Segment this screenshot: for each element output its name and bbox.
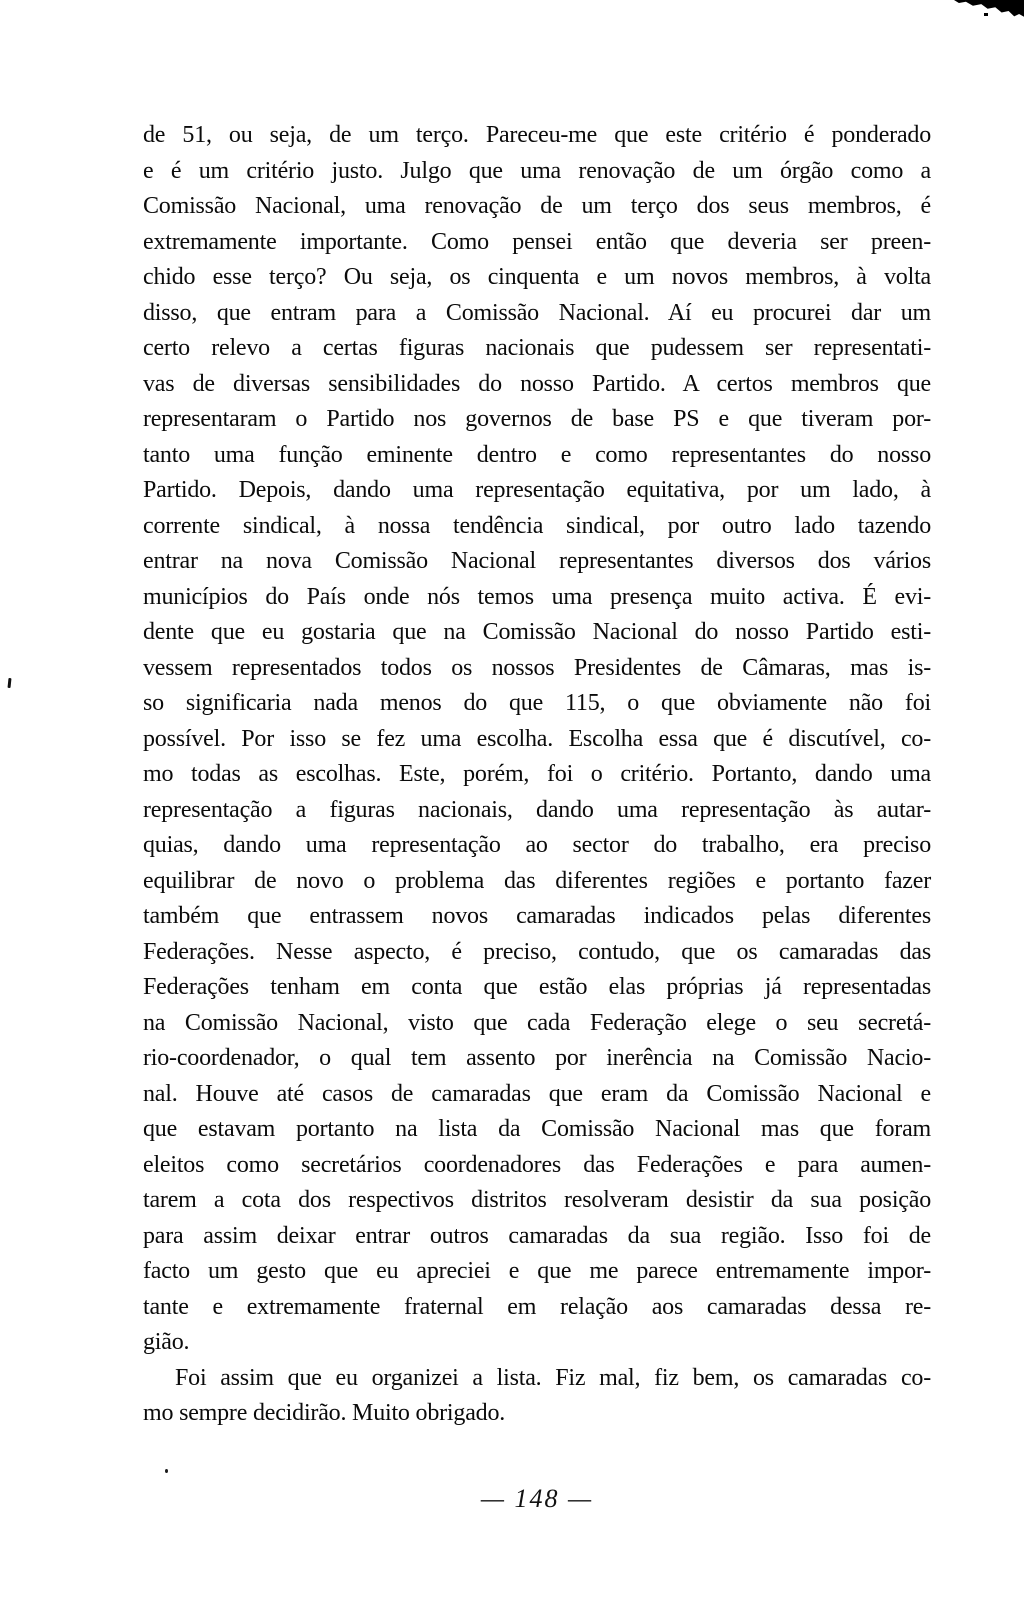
text-line: certo relevo a certas figuras nacionais que pudessem ser representati- bbox=[143, 335, 931, 361]
text-line: eleitos como secretários coordenadores das Federações e para aumen- bbox=[143, 1151, 931, 1178]
text-line: gião. bbox=[143, 1329, 190, 1355]
text-line: para assim deixar entrar outros camaradas da sua região. Isso foi de bbox=[143, 1222, 931, 1249]
text-line: facto um gesto que eu apreciei e que me parece entremamente impor- bbox=[143, 1258, 931, 1284]
text-line: tanto uma função eminente dentro e como representantes do nosso bbox=[143, 441, 931, 468]
text-line: nal. Houve até casos de camaradas que eram da Comissão Nacional e bbox=[143, 1080, 931, 1107]
page-text bbox=[143, 118, 931, 1432]
text-line: entrar na nova Comissão Nacional representantes diversos dos vários bbox=[143, 548, 931, 574]
text-line: municípios do País onde nós temos uma presença muito activa. É evi- bbox=[143, 583, 931, 610]
text-line: na Comissão Nacional, visto que cada Federação elege o seu secretá- bbox=[143, 1009, 931, 1036]
text-line: corrente sindical, à nossa tendência sindical, por outro lado tazendo bbox=[143, 512, 931, 539]
text-line: possível. Por isso se fez uma escolha. Escolha essa que é discutível, co- bbox=[143, 725, 931, 752]
text-line: representaram o Partido nos governos de base PS e que tiveram por- bbox=[143, 406, 931, 432]
text-line: Comissão Nacional, uma renovação de um terço dos seus membros, é bbox=[143, 193, 931, 219]
text-line: e é um critério justo. Julgo que uma renovação de um órgão como a bbox=[143, 157, 931, 184]
text-line: mo todas as escolhas. Este, porém, foi o critério. Portanto, dando uma bbox=[143, 761, 931, 787]
text-line: chido esse terço? Ou seja, os cinquenta e um novos membros, à volta bbox=[143, 264, 931, 290]
text-line: mo sempre decidirão. Muito obrigado. bbox=[143, 1400, 506, 1426]
text-line: quias, dando uma representação ao sector do trabalho, era preciso bbox=[143, 832, 931, 858]
text-line: também que entrassem novos camaradas indicados pelas diferentes bbox=[143, 903, 931, 929]
page-number: — 148 — bbox=[480, 1484, 594, 1513]
scan-speck-bottom bbox=[165, 1469, 168, 1473]
text-line: disso, que entram para a Comissão Nacional. Aí eu procurei dar um bbox=[143, 299, 931, 326]
text-line: de 51, ou seja, de um terço. Pareceu-me que este critério é ponderado bbox=[143, 122, 931, 148]
text-line: dente que eu gostaria que na Comissão Nacional do nosso Partido esti- bbox=[143, 619, 931, 645]
text-line: representação a figuras nacionais, dando uma representação às autar- bbox=[143, 796, 931, 823]
text-line: tarem a cota dos respectivos distritos resolveram desistir da sua posição bbox=[143, 1187, 931, 1213]
text-line: vas de diversas sensibilidades do nosso Partido. A certos membros que bbox=[143, 370, 931, 397]
text-line: Federações. Nesse aspecto, é preciso, contudo, que os camaradas das bbox=[143, 938, 931, 965]
text-line: que estavam portanto na lista da Comissão Nacional mas que foram bbox=[143, 1116, 931, 1142]
scan-artifact-corner-dot bbox=[984, 13, 988, 16]
text-line: tante e extremamente fraternal em relação aos camaradas dessa re- bbox=[143, 1293, 931, 1320]
text-line: equilibrar de novo o problema das diferentes regiões e portanto fazer bbox=[143, 867, 931, 894]
text-line: Partido. Depois, dando uma representação equitativa, por um lado, à bbox=[143, 477, 931, 503]
scan-speck-left-margin bbox=[7, 678, 11, 688]
text-line: rio-coordenador, o qual tem assento por inerência na Comissão Nacio- bbox=[143, 1045, 931, 1071]
scan-artifact-corner bbox=[954, 0, 1024, 19]
text-line: vessem representados todos os nossos Presidentes de Câmaras, mas is- bbox=[143, 654, 931, 681]
text-line: Federações tenham em conta que estão elas próprias já representadas bbox=[143, 974, 931, 1000]
text-line: extremamente importante. Como pensei então que deveria ser preen- bbox=[143, 228, 931, 255]
text-line: Foi assim que eu organizei a lista. Fiz mal, fiz bem, os camaradas co- bbox=[175, 1364, 931, 1391]
text-line: so significaria nada menos do que 115, o que obviamente não foi bbox=[143, 690, 931, 716]
